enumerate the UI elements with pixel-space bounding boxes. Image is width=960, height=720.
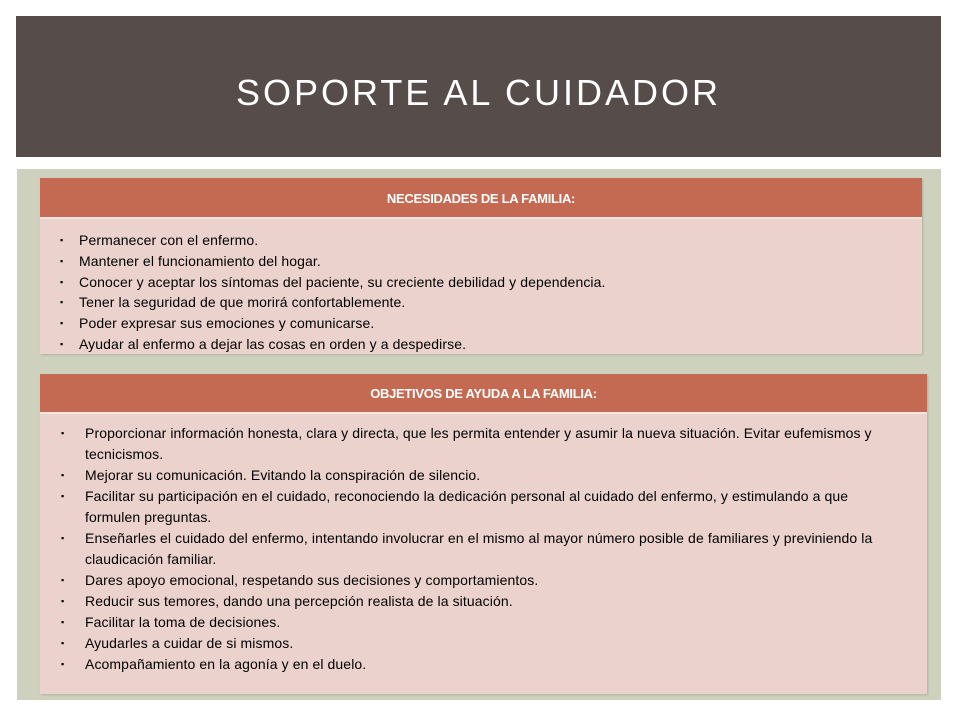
list-item-text: Facilitar su participación en el cuidado, reconociendo la dedicación personal al cuidado del enfermo, y estimulando a que formulen preguntas. (85, 488, 849, 525)
list-item (61, 486, 907, 528)
list-item (60, 272, 902, 293)
list-item (60, 334, 902, 355)
square-bullet-icon: ▪ (60, 255, 64, 266)
list-item (61, 633, 907, 654)
square-bullet-icon: ▪ (60, 297, 64, 308)
family-help-objectives-list (40, 414, 927, 675)
family-needs-box (40, 178, 922, 354)
square-bullet-icon: ▪ (61, 638, 65, 648)
square-bullet-icon: ▪ (61, 575, 65, 585)
family-needs-list (40, 219, 922, 355)
square-bullet-icon: ▪ (61, 617, 65, 627)
square-bullet-icon: ▪ (61, 596, 65, 606)
list-item (61, 465, 907, 486)
list-item-text: Conocer y aceptar los síntomas del paciente, su creciente debilidad y dependencia. (79, 273, 606, 290)
list-item (61, 654, 907, 675)
list-item-text: Ayudar al enfermo a dejar las cosas en orden y a despedirse. (79, 335, 467, 352)
title-bar (16, 16, 941, 157)
square-bullet-icon: ▪ (61, 491, 65, 501)
square-bullet-icon: ▪ (60, 235, 64, 245)
list-item-text: Mejorar su comunicación. Evitando la conspiración de silencio. (85, 467, 481, 483)
family-needs-heading: NECESIDADES DE LA FAMILIA: (40, 178, 922, 219)
list-item-text: Proporcionar información honesta, clara y directa, que les permita entender y asumir la nueva situación. Evitar eufemismos y tecnicismos. (85, 425, 872, 462)
family-help-objectives-box (40, 374, 927, 694)
list-item-text: Dares apoyo emocional, respetando sus decisiones y comportamientos. (85, 572, 539, 588)
list-item (61, 528, 907, 570)
list-item-text: Permanecer con el enfermo. (79, 232, 259, 248)
list-item (61, 591, 907, 612)
list-item (60, 230, 902, 251)
slide-title: SOPORTE AL CUIDADOR (235, 71, 722, 113)
list-item (61, 570, 907, 591)
square-bullet-icon: ▪ (60, 338, 64, 349)
list-item (60, 292, 902, 313)
list-item-text: Acompañamiento en la agonía y en el duelo. (85, 656, 367, 672)
square-bullet-icon: ▪ (61, 533, 65, 543)
list-item (60, 313, 902, 334)
square-bullet-icon: ▪ (61, 470, 65, 480)
square-bullet-icon: ▪ (61, 428, 65, 438)
square-bullet-icon: ▪ (60, 318, 64, 329)
list-item-text: Mantener el funcionamiento del hogar. (79, 252, 321, 269)
list-item (61, 612, 907, 633)
list-item-text: Facilitar la toma de decisiones. (85, 614, 281, 630)
list-item (61, 423, 907, 465)
list-item-text: Poder expresar sus emociones y comunicarse. (79, 315, 375, 332)
list-item-text: Ayudarles a cuidar de si mismos. (85, 635, 294, 651)
list-item-text: Reducir sus temores, dando una percepción realista de la situación. (85, 593, 513, 609)
family-help-objectives-heading: OBJETIVOS DE AYUDA A LA FAMILIA: (40, 374, 927, 414)
square-bullet-icon: ▪ (61, 659, 65, 669)
list-item (60, 251, 902, 272)
list-item-text: Enseñarles el cuidado del enfermo, intentando involucrar en el mismo al mayor número posible de familiares y previniendo la claudicación familiar. (85, 530, 873, 567)
list-item-text: Tener la seguridad de que morirá confortablemente. (79, 294, 406, 311)
square-bullet-icon: ▪ (60, 276, 64, 287)
